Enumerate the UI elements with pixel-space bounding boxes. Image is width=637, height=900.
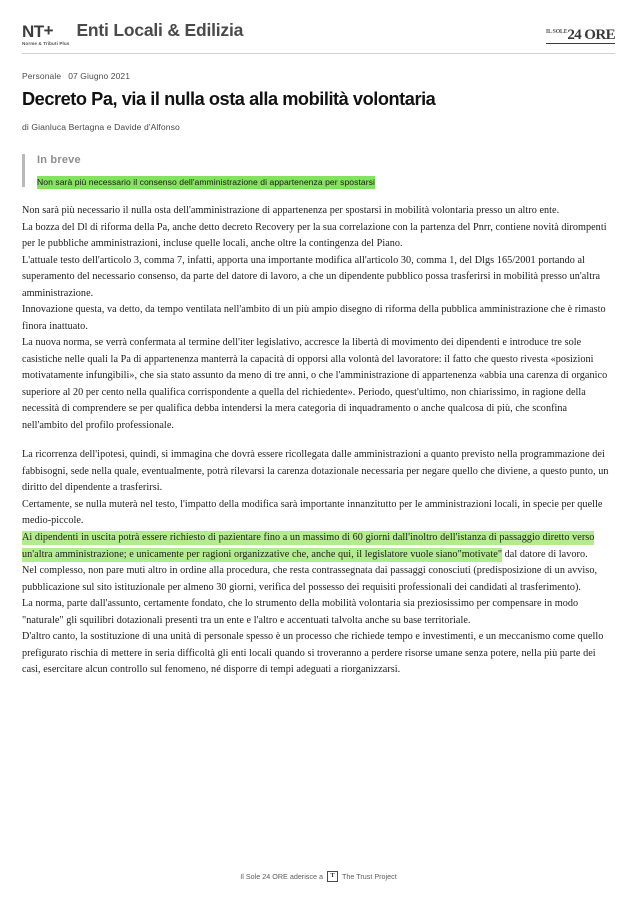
publisher-name: 24 ORE [567, 27, 615, 44]
body-paragraph: L'attuale testo dell'articolo 3, comma 7, infatti, apporta una importante modifica all'articolo 30, comma 1, del Dlgs 165/2001 portando al superamento del necessario consenso, da parte del datore di lavoro, a che un dipendente pubblico possa trasferirsi in mobilità presso un'altra amministrazione. [22, 254, 601, 299]
footer-text-before: Il Sole 24 ORE aderisce a [240, 872, 323, 881]
in-breve-highlight: Non sarà più necessario il consenso dell'amministrazione di appartenenza per spostarsi [37, 177, 375, 188]
publisher-prefix: IL SOLE [545, 29, 568, 36]
body-paragraph-highlighted [22, 530, 615, 563]
footer [0, 871, 637, 882]
footer-text-after[interactable]: The Trust Project [341, 872, 397, 881]
masthead [22, 0, 615, 54]
body-paragraph: Nel complesso, non pare muti altro in ordine alla procedura, che resta contrassegnata dai passaggi conosciuti (predisposizione di un avviso, pubblicazione sul sito istituzionale per almeno 30 giorni, verifica del possesso dei requisiti professionali dei candidati al trasferimento). [22, 565, 598, 593]
article-meta [22, 71, 615, 81]
nt-plus-glyph: + [43, 21, 54, 40]
section-title[interactable]: Enti Locali & Edilizia [76, 20, 244, 40]
in-breve-box [22, 154, 615, 187]
publisher-logo[interactable] [546, 27, 615, 46]
paragraph-spacer [22, 434, 615, 447]
nt-logo-text: NT [22, 22, 44, 41]
body-paragraph: D'altro canto, la sostituzione di una unità di personale spesso è un processo che richiede tempo e investimenti, e un meccanismo come quello prefigurato rischia di mettere in seria difficoltà gli enti locali quando si troveranno a perdere risorse umane senza potere, nella più parte dei casi, esercitare alcun controllo sul fenomeno, né disporre di tempi adeguati a riorganizzarsi. [22, 631, 604, 676]
brand-left[interactable] [22, 22, 243, 46]
body-paragraph: La nuova norma, se verrà confermata al termine dell'iter legislativo, accresce la libertà di movimento dei dipendenti e introduce tre sole casistiche nelle quali la Pa di appartenenza manterrà la capacità di opporsi alla volontà del lavoratore: il fatto che questo rivesta «posizioni motivatamente infungibili», che sia stato assunto da meno di tre anni, o che l'amministrazione di appartenenza «abbia una carenza di organico superiore al 20 per cento nella qualifica corrispondente a quella del richiedente». Periodo, quest'ultimo, non chiarissimo, in ragione della necessità di comprendere se per qualifica debba intendersi la mera categoria di inquadramento o anche qualcosa di più, che sconfina nell'ambito del profilo professionale. [22, 337, 608, 431]
article-date: 07 Giugno 2021 [68, 71, 131, 82]
article-category[interactable]: Personale [22, 71, 62, 82]
nt-logo-subtitle: Norme & Tributi Plus [22, 40, 70, 46]
body-highlight-span-quoted: "motivate" [457, 548, 503, 560]
article-byline: di Gianluca Bertagna e Davide d'Alfonso [22, 122, 180, 133]
body-paragraph: Certamente, se nulla muterà nel testo, l'impatto della modifica sarà importante innanzitutto per le amministrazioni locali, in specie per quelle medio-piccole. [22, 498, 603, 527]
nt-plus-logo[interactable] [22, 23, 69, 46]
body-paragraph: La bozza del Dl di riforma della Pa, anche detto decreto Recovery per la sua correlazione con la partenza del Pnrr, contiene novità dirompenti per le pubbliche amministrazioni, incluse quelle locali, anche oltre la contingenza del Piano. [22, 221, 607, 250]
body-paragraph: La norma, parte dall'assunto, certamente fondato, che lo strumento della mobilità volontaria sia preziosissimo per compensare in modo "naturale" gli squilibri dotazionali presenti tra un ente e l'altro e accentuati talvolta anche su base territoriale. [22, 598, 579, 626]
page-title: Decreto Pa, via il nulla osta alla mobilità volontaria [22, 89, 436, 110]
body-paragraph: La ricorrenza dell'ipotesi, quindi, si immagina che dovrà essere ricollegata dalle amministrazioni a quanto previsto nella programmazione dei fabbisogni, sede nella quale, eventualmente, potrà rilevarsi la carenza dotazionale necessaria per negare quello che diviene, a questo punto, un diritto del dipendente a trasferirsi. [22, 449, 609, 494]
article-body-wrapper [22, 203, 615, 678]
article-body [22, 203, 615, 678]
body-highlight-tail: dal datore di lavoro. [502, 548, 588, 560]
body-highlight-span: Ai dipendenti in uscita potrà essere richiesto di pazientare fino a un massimo di 60 giorni dall'inoltro dell'istanza di passaggio diretto verso un'altra amministrazione; e unicamente per ragioni organizzative che, anche qui, il legislatore vuole siano [22, 532, 595, 560]
body-paragraph: Non sarà più necessario il nulla osta dell'amministrazione di appartenenza per spostarsi in mobilità volontaria presso un altro ente. [22, 205, 560, 217]
body-paragraph: Innovazione questa, va detto, da tempo ventilata nell'ambito di un più ampio disegno di riforma della pubblica amministrazione che è rimasto finora inattuato. [22, 304, 606, 332]
in-breve-summary [37, 177, 615, 187]
trust-project-icon: T [327, 871, 338, 882]
in-breve-label: In breve [37, 154, 81, 167]
